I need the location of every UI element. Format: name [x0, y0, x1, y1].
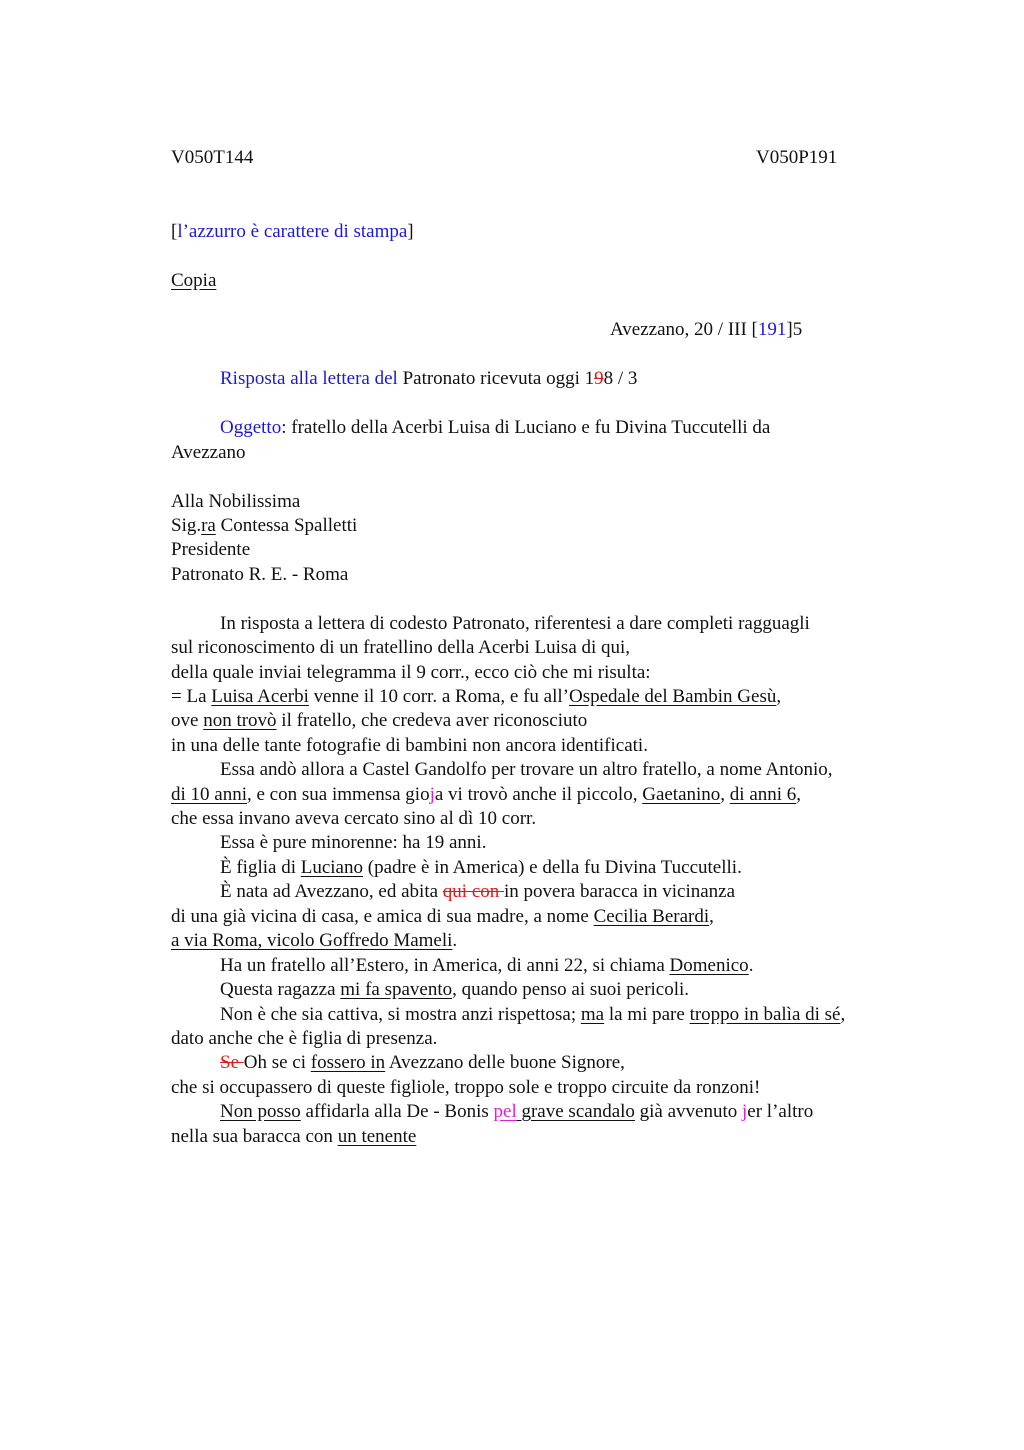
- body-line: che essa invano aveva cercato sino al dì 10 corr.: [171, 808, 537, 829]
- underlined-span: troppo in balìa di sé: [689, 1004, 841, 1025]
- body-line: Essa è pure minorenne: ha 19 anni.: [220, 832, 487, 853]
- body-line: della quale inviai telegramma il 9 corr., ecco ciò che mi risulta:: [171, 662, 651, 683]
- dateline-year: 191: [757, 319, 787, 340]
- body-line: Essa andò allora a Castel Gandolfo per trovare un altro fratello, a nome Antonio,: [220, 759, 833, 780]
- inserted-letter: j: [429, 784, 435, 805]
- body-line: [220, 1003, 845, 1028]
- text-span: È nata ad Avezzano, ed abita: [220, 881, 443, 902]
- underlined-span: grave scandalo: [521, 1101, 635, 1122]
- underlined-span: ma: [580, 1004, 605, 1025]
- reply-date: 8 / 3: [603, 368, 638, 389]
- text-span: nella sua baracca con: [171, 1126, 338, 1147]
- body-line: [171, 685, 781, 710]
- subject-line-2: Avezzano: [171, 442, 246, 463]
- reply-printed: Risposta alla lettera del: [220, 368, 398, 389]
- text-span: venne il 10 corr. a Roma, e fu all’: [308, 686, 569, 707]
- address-name: Contessa Spalletti: [215, 515, 358, 536]
- underlined-span: Luciano: [300, 857, 363, 878]
- underlined-span: mi fa spavento: [340, 979, 453, 1000]
- text-span: , e con sua immensa gio: [247, 784, 430, 805]
- address-line-3: Presidente: [171, 539, 251, 560]
- address-line-2: [171, 514, 357, 539]
- body-line: sul riconoscimento di un fratellino della Acerbi Luisa di qui,: [171, 637, 631, 658]
- reply-text: Patronato ricevuta oggi 1: [397, 368, 595, 389]
- text-span: Questa ragazza: [220, 979, 341, 1000]
- text-span: ,: [840, 1004, 846, 1025]
- text-span: È figlia di: [220, 857, 301, 878]
- reply-line: [220, 367, 637, 392]
- reply-deleted-digit: 9: [594, 368, 604, 389]
- text-span: Avezzano delle buone Signore,: [385, 1052, 625, 1073]
- text-span: a vi trovò anche il piccolo,: [434, 784, 643, 805]
- text-span: = La: [171, 686, 212, 707]
- dateline-place: Avezzano, 20 / III [: [610, 319, 758, 340]
- underlined-span: un tenente: [337, 1126, 417, 1147]
- deleted-span: Se: [220, 1052, 244, 1073]
- subject-line: [220, 416, 770, 441]
- text-span: in povera baracca in vicinanza: [504, 881, 736, 902]
- text-span: (padre è in America) e della fu Divina Tuccutelli.: [363, 857, 742, 878]
- text-span: ,: [720, 784, 730, 805]
- body-line: [220, 978, 689, 1003]
- right-code: V050P191: [756, 147, 838, 168]
- body-line: [220, 880, 735, 905]
- dateline-end: ]5: [786, 319, 803, 340]
- underlined-span: di anni 6: [729, 784, 797, 805]
- body-line: in una delle tante fotografie di bambini non ancora identificati.: [171, 735, 648, 756]
- body-line: [220, 856, 742, 881]
- underlined-span: Cecilia Berardi: [593, 906, 710, 927]
- text-span: affidarla alla De - Bonis: [300, 1101, 494, 1122]
- copy-label: Copia: [171, 270, 217, 291]
- inserted-underlined-span: pel: [493, 1101, 517, 1122]
- note-open: [: [171, 221, 178, 242]
- text-span: .: [748, 955, 754, 976]
- body-line: [220, 954, 753, 979]
- left-code: V050T144: [171, 147, 254, 168]
- underlined-span: Domenico: [669, 955, 749, 976]
- underlined-span: fossero in: [310, 1052, 386, 1073]
- subject-text: : fratello della Acerbi Luisa di Luciano e fu Divina Tuccutelli da: [281, 417, 771, 438]
- text-span: ,: [796, 784, 802, 805]
- dateline: [610, 318, 802, 343]
- underlined-span: non trovò: [203, 710, 277, 731]
- subject-label: Oggetto: [220, 417, 282, 438]
- editorial-note: [171, 220, 414, 245]
- body-line: [171, 709, 587, 734]
- address-line-1: Alla Nobilissima: [171, 491, 301, 512]
- text-span: Non è che sia cattiva, si mostra anzi rispettosa;: [220, 1004, 581, 1025]
- address-title: Sig.: [171, 515, 202, 536]
- text-span: ,: [709, 906, 714, 927]
- text-span: Oh se ci: [243, 1052, 311, 1073]
- body-line: dato anche che è figlia di presenza.: [171, 1028, 438, 1049]
- text-span: la mi pare: [604, 1004, 690, 1025]
- text-span: .: [452, 930, 458, 951]
- body-line: [171, 783, 801, 808]
- text-span: di una già vicina di casa, e amica di sua madre, a nome: [171, 906, 594, 927]
- text-span: già avvenuto: [634, 1101, 743, 1122]
- text-span: , quando penso ai suoi pericoli.: [452, 979, 690, 1000]
- body-line: In risposta a lettera di codesto Patronato, riferentesi a dare completi ragguagli: [220, 613, 810, 634]
- underlined-span: a via Roma, vicolo Goffredo Mameli: [171, 930, 453, 951]
- underlined-span: Ospedale del Bambin Gesù: [568, 686, 777, 707]
- body-line: [220, 1051, 625, 1076]
- text-span: Ha un fratello all’Estero, in America, di anni 22, si chiama: [220, 955, 670, 976]
- note-text: l’azzurro è carattere di stampa: [177, 221, 408, 242]
- body-line: [171, 1125, 416, 1150]
- text-span: ,: [776, 686, 782, 707]
- address-abbrev: ra: [201, 515, 216, 536]
- inserted-letter: j: [742, 1101, 748, 1122]
- underlined-span: Gaetanino: [642, 784, 721, 805]
- deleted-span: qui con: [442, 881, 505, 902]
- body-line: [171, 929, 457, 954]
- text-span: il fratello, che credeva aver riconosciuto: [276, 710, 588, 731]
- text-span: ove: [171, 710, 204, 731]
- body-line: [171, 905, 714, 930]
- text-span: er l’altro: [747, 1101, 814, 1122]
- body-line: [220, 1100, 813, 1125]
- body-line: che si occupassero di queste figliole, troppo sole e troppo circuite da ronzoni!: [171, 1077, 761, 1098]
- address-line-4: Patronato R. E. - Roma: [171, 564, 349, 585]
- note-close: ]: [407, 221, 414, 242]
- underlined-span: Luisa Acerbi: [211, 686, 309, 707]
- underlined-span: di 10 anni: [171, 784, 247, 805]
- underlined-span: Non posso: [220, 1101, 301, 1122]
